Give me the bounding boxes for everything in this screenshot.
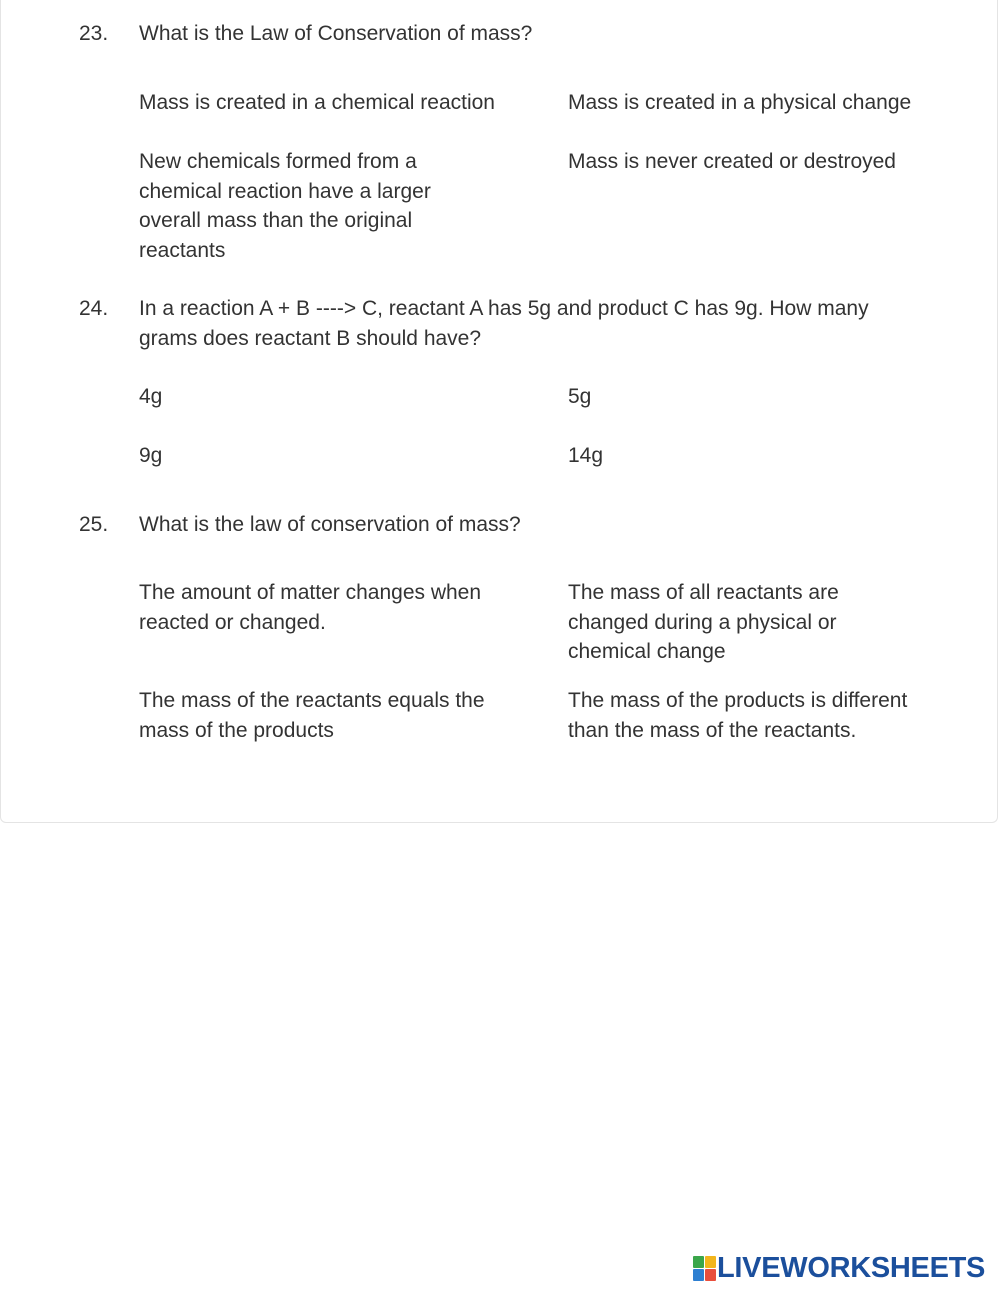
question-25-text: What is the law of conservation of mass? [139, 513, 521, 536]
logo-block-red [705, 1269, 716, 1281]
logo-blocks-icon [693, 1256, 715, 1280]
question-24-text: In a reaction A + B ----> C, reactant A has 5g and product C has 9g. How many grams does reactant B should have? [139, 297, 869, 350]
question-25-option-c[interactable]: The mass of the reactants equals the mass of the products [139, 689, 485, 742]
question-24-option-a[interactable]: 4g [139, 385, 163, 408]
liveworksheets-logo[interactable] [693, 1253, 985, 1283]
question-23-number: 23. [79, 22, 109, 45]
logo-block-blue [693, 1269, 704, 1281]
logo-block-green [693, 1256, 704, 1268]
question-23-text: What is the Law of Conservation of mass? [139, 22, 533, 45]
question-25-option-b[interactable]: The mass of all reactants are changed during a physical or chemical change [568, 581, 839, 663]
question-24-option-b[interactable]: 5g [568, 385, 592, 408]
question-23-option-b[interactable]: Mass is created in a physical change [568, 91, 912, 114]
question-24-option-c[interactable]: 9g [139, 444, 163, 467]
question-24-number: 24. [79, 297, 109, 320]
question-25-option-d[interactable]: The mass of the products is different than the mass of the reactants. [568, 689, 908, 742]
question-25-number: 25. [79, 513, 109, 536]
question-23-option-c[interactable]: New chemicals formed from a chemical reaction have a larger overall mass than the original reactants [139, 150, 431, 262]
logo-block-yellow [705, 1256, 716, 1268]
question-23-option-d[interactable]: Mass is never created or destroyed [568, 150, 896, 173]
logo-text: LIVEWORKSHEETS [717, 1252, 986, 1284]
question-25-option-a[interactable]: The amount of matter changes when reacted or changed. [139, 581, 482, 634]
question-24-option-d[interactable]: 14g [568, 444, 604, 467]
question-23-option-a[interactable]: Mass is created in a chemical reaction [139, 91, 495, 114]
